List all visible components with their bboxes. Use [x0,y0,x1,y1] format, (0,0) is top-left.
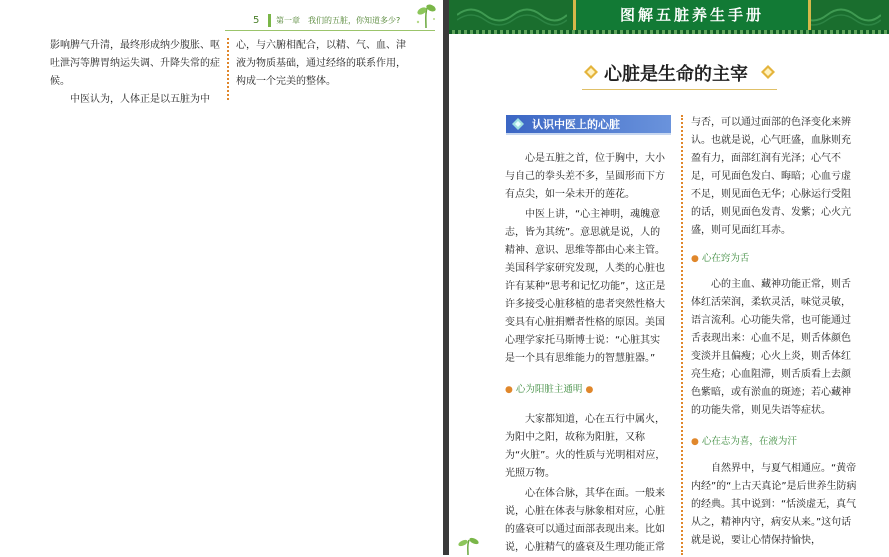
subheading-text: 心在窍为舌 [701,253,750,264]
column-two [691,114,859,240]
column-two-final [691,460,859,550]
paragraph: 大家都知道，心在五行中属火，为阳中之阳，故称为阳脏，又称为“火脏”。火的性质与光明相对应，光照万物。 [505,414,666,479]
bullet-icon: ● [691,254,699,264]
paragraph: 影响脾气升清，最终形成纳少腹胀、呕吐泄泻等脾胃纳运失调、升降失常的症候。 [50,40,220,87]
paragraph: 心在体合脉，其华在面。一般来说，心脏在体表与脉象相对应，心脏的盛衰可以通过面部表现出来。比如说，心脏精气的盛衰及生理功能正常 [505,488,665,553]
bullet-icon: ● [585,385,594,395]
paragraph: 心是五脏之首，位于胸中，大小与自己的拳头差不多，呈圆形而下方有点尖，如一朵未开的莲花。 [505,153,665,200]
section-heading-text: 认识中医上的心脏 [532,118,620,131]
sprout-icon [454,535,482,555]
paragraph: 自然界中，与夏气相通应。“黄帝内经”的“上古天真论”是后世养生防病的经典。其中说到：“恬淡虚无，真气从之，精神内守，病安从来。”这句话就是说，要让心情保持愉快， [691,463,857,546]
paragraph: 中医认为，人体正是以五脏为中 [70,94,210,105]
page-number: 5 [253,15,260,26]
subheading-text: 心为阳脏主通明 [515,384,583,395]
title-underline [582,89,777,90]
column-one [505,150,670,368]
column-divider [227,38,229,100]
subheading-text: 心在志为喜，在液为汗 [701,436,797,447]
section-heading [506,115,671,135]
subheading [691,250,749,264]
sprout-icon [414,2,438,28]
bullet-icon: ● [505,385,513,395]
left-column [50,37,222,109]
page-title: 心脏是生命的主宰 [604,64,748,85]
ornament-icon [584,65,598,79]
paragraph: 与否，可以通过面部的色泽变化来辨认。也就是说，心气旺盛，血脉则充盈有力，面部红润有光泽；心气不足，可见面色发白、晦暗；心血亏虚不足，则见面色无华；心脉运行受阻的话，则见面色发青、发紫；心火亢盛，则可见面红耳赤。 [691,117,851,236]
column-two-continued [691,276,859,420]
paragraph: 心的主血、藏神功能正常，则舌体红活荣润，柔软灵活，味觉灵敏，语言流利。心功能失常，也可能通过舌表现出来：心血不足，则舌体颜色变淡并且偏瘦；心火上炎，则舌体红亮生疮；心血阻滞，则舌质看上去颜色紫暗，或有淤血的斑迹；若心藏神的功能失常，则见失语等症状。 [691,279,851,416]
paragraph: 心，与六腑相配合，以精、气、血、津液为物质基础，通过经络的联系作用，构成一个完美的整体。 [236,40,406,87]
main-title-block [582,58,777,90]
header-bar [268,14,271,27]
chapter-label: 第一章 我们的五脏，你知道多少? [276,16,401,25]
header-rule [225,30,435,31]
subheading [691,433,797,447]
column-one-continued [505,411,670,557]
right-column [236,37,408,91]
banner-dot-border [449,30,889,34]
subheading [505,381,593,395]
right-page [449,0,889,555]
column-divider [681,115,683,555]
bullet-icon: ● [691,437,699,447]
left-page [0,0,443,555]
paragraph: 中医上讲，“心主神明，魂魄意志，皆为其统”。意思就是说，人的精神、意识、思维等都由心来主管。美国科学家研究发现，人类的心脏也许有某种“思考和记忆功能”，这正是许多接受心脏移植的患者突然性格大变具有心脏捐赠者性格的原因。美国心理学家托马斯博士说：“心脏其实是一个具有思维能力的智慧脏器。” [505,209,666,364]
book-title: 图解五脏养生手册 [573,0,811,30]
ornament-icon [761,65,775,79]
diamond-heart-icon [512,118,524,130]
wave-ornament-icon [457,4,567,26]
